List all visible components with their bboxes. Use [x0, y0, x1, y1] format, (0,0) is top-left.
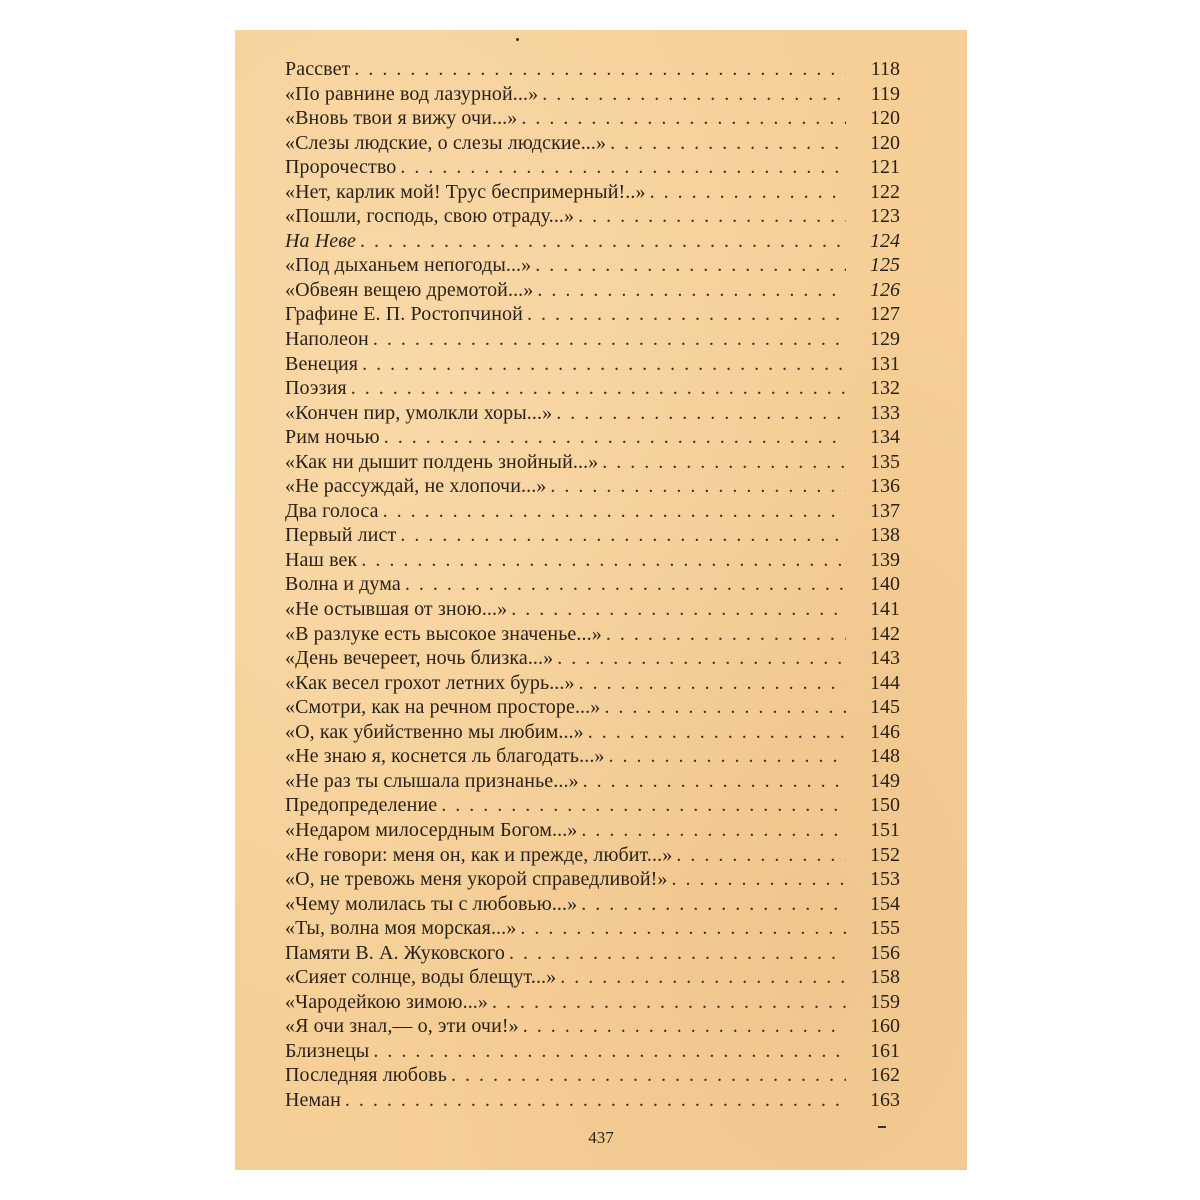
dot-leader [672, 868, 847, 891]
book-page [235, 30, 967, 1170]
toc-entry [285, 181, 900, 206]
toc-entry-page: 121 [870, 156, 900, 179]
toc-entry-title: Памяти В. А. Жуковского [285, 941, 505, 964]
toc-entry-page: 156 [870, 941, 900, 964]
toc-entry [285, 500, 900, 525]
toc-entry [285, 402, 900, 427]
toc-entry [285, 844, 900, 869]
toc-entry-page: 126 [870, 278, 900, 301]
dot-leader [610, 132, 846, 155]
dot-leader [511, 598, 846, 621]
dot-leader [609, 745, 846, 768]
toc-entry [285, 279, 900, 304]
toc-entry-title: «О, не тревожь меня укорой справедливой!» [285, 868, 668, 891]
toc-entry [285, 303, 900, 328]
dot-leader [451, 1064, 846, 1087]
toc-entry-title: «Не остывшая от зною...» [285, 598, 508, 621]
toc-entry-title: «Сияет солнце, воды блещут...» [285, 966, 557, 989]
dot-leader [400, 156, 846, 179]
dot-leader [581, 819, 846, 842]
toc-entry-title: «Ты, волна моя морская...» [285, 917, 517, 940]
toc-entry-title: «Обвеян вещею дремотой...» [285, 278, 534, 301]
toc-entry [285, 353, 900, 378]
toc-entry-page: 161 [870, 1039, 900, 1062]
toc-entry-page: 153 [870, 868, 900, 891]
toc-entry [285, 107, 900, 132]
toc-entry [285, 770, 900, 795]
toc-entry-title: Первый лист [285, 524, 397, 547]
table-of-contents [285, 58, 900, 1114]
dot-leader [360, 230, 846, 253]
toc-entry-page: 133 [870, 401, 900, 424]
toc-entry-title: «Под дыханьем непогоды...» [285, 254, 532, 277]
dot-leader [535, 254, 846, 277]
toc-entry-page: 135 [870, 450, 900, 473]
toc-entry-title: Поэзия [285, 377, 347, 400]
dot-leader [560, 966, 846, 989]
toc-entry-title: Предопределение [285, 794, 438, 817]
toc-entry [285, 794, 900, 819]
toc-entry-page: 142 [870, 622, 900, 645]
toc-entry-page: 129 [870, 328, 900, 351]
toc-entry-title: «Чему молилась ты с любовью...» [285, 892, 578, 915]
toc-entry-title: «Чародейкою зимою...» [285, 990, 488, 1013]
toc-entry-title: «Пошли, господь, свою отраду...» [285, 205, 575, 228]
toc-entry-page: 149 [870, 769, 900, 792]
toc-entry-page: 120 [870, 131, 900, 154]
dot-leader [521, 107, 846, 130]
toc-entry [285, 819, 900, 844]
dot-leader [606, 623, 846, 646]
toc-entry [285, 893, 900, 918]
toc-entry-title: Близнецы [285, 1039, 370, 1062]
dot-leader [441, 794, 846, 817]
dot-leader [550, 475, 846, 498]
dot-leader [520, 917, 846, 940]
dot-leader [523, 1015, 846, 1038]
dot-leader [556, 402, 846, 425]
toc-entry-title: «Недаром милосердным Богом...» [285, 818, 578, 841]
dot-leader [583, 770, 846, 793]
toc-entry-page: 127 [870, 303, 900, 326]
dot-leader [362, 353, 846, 376]
dot-leader [383, 500, 846, 523]
toc-entry-title: «Не рассуждай, не хлопочи...» [285, 475, 547, 498]
toc-entry-page: 162 [870, 1064, 900, 1087]
toc-entry-title: Наш век [285, 548, 358, 571]
toc-entry [285, 991, 900, 1016]
dot-leader [650, 181, 846, 204]
dot-leader [373, 328, 846, 351]
toc-entry [285, 205, 900, 230]
toc-entry-page: 145 [870, 696, 900, 719]
toc-entry-page: 134 [870, 426, 900, 449]
toc-entry-title: «Нет, карлик мой! Трус беспримерный!..» [285, 180, 646, 203]
toc-entry-title: Волна и дума [285, 573, 401, 596]
toc-entry-title: «Кончен пир, умолкли хоры...» [285, 401, 553, 424]
dot-leader [557, 647, 846, 670]
toc-entry-page: 122 [870, 180, 900, 203]
toc-entry [285, 1089, 900, 1114]
dot-leader [361, 549, 846, 572]
toc-entry-title: Неман [285, 1088, 341, 1111]
page-number: 437 [588, 1128, 614, 1147]
toc-entry-page: 150 [870, 794, 900, 817]
toc-entry [285, 573, 900, 598]
dot-leader [400, 524, 846, 547]
toc-entry-title: «По равнине вод лазурной...» [285, 82, 539, 105]
toc-entry-title: Рим ночью [285, 426, 380, 449]
toc-entry-page: 119 [870, 82, 900, 105]
toc-entry [285, 1064, 900, 1089]
toc-entry-title: Пророчество [285, 156, 397, 179]
toc-entry [285, 426, 900, 451]
toc-entry-title: «Как весел грохот летних бурь...» [285, 671, 575, 694]
toc-entry-title: Последняя любовь [285, 1064, 447, 1087]
toc-entry-page: 131 [870, 352, 900, 375]
toc-entry-page: 151 [870, 818, 900, 841]
toc-entry-title: «Как ни дышит полдень знойный...» [285, 450, 599, 473]
dot-leader [602, 451, 846, 474]
toc-entry-page: 152 [870, 843, 900, 866]
toc-entry-page: 163 [870, 1088, 900, 1111]
print-speck [516, 38, 519, 41]
toc-entry-page: 123 [870, 205, 900, 228]
toc-entry [285, 230, 900, 255]
toc-entry [285, 1015, 900, 1040]
toc-entry-page: 141 [870, 598, 900, 621]
toc-entry [285, 966, 900, 991]
toc-entry-page: 140 [870, 573, 900, 596]
toc-entry [285, 868, 900, 893]
toc-entry [285, 917, 900, 942]
toc-entry-title: «Не говори: меня он, как и прежде, любит...» [285, 843, 673, 866]
toc-entry-page: 160 [870, 1015, 900, 1038]
toc-entry-page: 120 [870, 107, 900, 130]
dot-leader [578, 205, 846, 228]
toc-entry-page: 146 [870, 720, 900, 743]
toc-entry [285, 672, 900, 697]
dot-leader [373, 1040, 846, 1063]
toc-entry [285, 623, 900, 648]
toc-entry [285, 58, 900, 83]
toc-entry [285, 377, 900, 402]
toc-entry-page: 124 [870, 229, 900, 252]
toc-entry-title: «Смотри, как на речном просторе...» [285, 696, 601, 719]
dot-leader [354, 58, 846, 81]
dot-leader [492, 991, 846, 1014]
toc-entry-page: 158 [870, 966, 900, 989]
toc-entry [285, 83, 900, 108]
toc-entry-title: «Не знаю я, коснется ль благодать...» [285, 745, 605, 768]
dot-leader [509, 942, 846, 965]
toc-entry [285, 745, 900, 770]
toc-entry-page: 155 [870, 917, 900, 940]
toc-entry-page: 143 [870, 647, 900, 670]
toc-entry [285, 549, 900, 574]
toc-entry-page: 136 [870, 475, 900, 498]
toc-entry-title: «Вновь твои я вижу очи...» [285, 107, 518, 130]
toc-entry-title: «День вечереет, ночь близка...» [285, 647, 554, 670]
toc-entry-page: 139 [870, 548, 900, 571]
toc-entry [285, 598, 900, 623]
dot-leader [351, 377, 846, 400]
toc-entry-title: Рассвет [285, 58, 351, 80]
toc-entry-title: «В разлуке есть высокое значенье...» [285, 622, 602, 645]
dot-leader [588, 721, 846, 744]
toc-entry-page: 132 [870, 377, 900, 400]
toc-entry-page: 125 [870, 254, 900, 277]
dot-leader [676, 844, 846, 867]
dot-leader [542, 83, 846, 106]
toc-entry-title: «Не раз ты слышала признанье...» [285, 769, 579, 792]
dot-leader [384, 426, 846, 449]
toc-entry-title: Наполеон [285, 328, 369, 351]
toc-entry-title: Графине Е. П. Ростопчиной [285, 303, 523, 326]
dot-leader [527, 303, 846, 326]
toc-entry-page: 154 [870, 892, 900, 915]
toc-entry-page: 148 [870, 745, 900, 768]
toc-entry-title: «Я очи знал,— о, эти очи!» [285, 1015, 519, 1038]
toc-entry-page: 159 [870, 990, 900, 1013]
dot-leader [537, 279, 846, 302]
toc-entry-title: «О, как убийственно мы любим...» [285, 720, 584, 743]
dot-leader [581, 893, 846, 916]
toc-entry-title: Венеция [285, 352, 359, 375]
toc-entry-title: «Слезы людские, о слезы людские...» [285, 131, 607, 154]
toc-entry [285, 524, 900, 549]
toc-entry-title: Два голоса [285, 499, 379, 522]
toc-entry [285, 254, 900, 279]
dot-leader [604, 696, 846, 719]
toc-entry-page: 144 [870, 671, 900, 694]
toc-entry-page: 118 [870, 58, 900, 80]
toc-entry [285, 696, 900, 721]
toc-entry-page: 137 [870, 499, 900, 522]
toc-entry [285, 475, 900, 500]
toc-entry [285, 721, 900, 746]
toc-entry [285, 647, 900, 672]
toc-entry [285, 942, 900, 967]
toc-entry [285, 132, 900, 157]
toc-entry-title: На Неве [285, 229, 357, 252]
dot-leader [345, 1089, 846, 1112]
dot-leader [405, 573, 846, 596]
toc-entry [285, 1040, 900, 1065]
toc-entry-page: 138 [870, 524, 900, 547]
dot-leader [579, 672, 846, 695]
toc-entry [285, 328, 900, 353]
toc-entry [285, 451, 900, 476]
toc-entry [285, 156, 900, 181]
